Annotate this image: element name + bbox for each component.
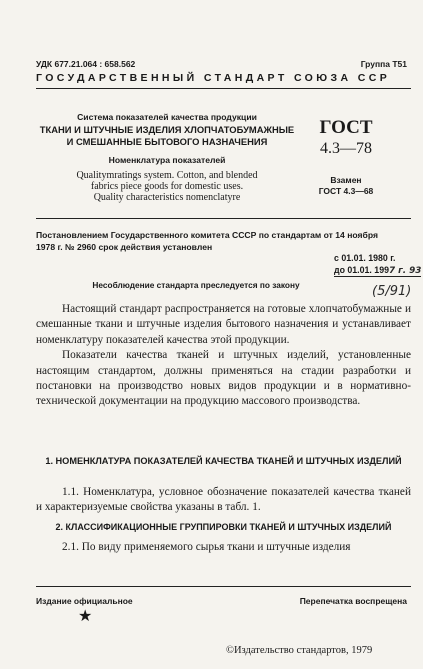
english-title-line-3: Quality characteristics nomenclatyre <box>93 192 241 204</box>
decree-line-1: Постановлением Государственного комитета СССР по стандартам от 14 ноября <box>36 230 378 240</box>
star-icon: ★ <box>78 608 93 625</box>
subtitle: Номенклатура показателей <box>108 155 226 165</box>
replaced-value: ГОСТ 4.3—68 <box>318 185 374 196</box>
reprint-notice: Перепечатка воспрещена <box>299 596 407 606</box>
section-1-text <box>36 485 411 516</box>
replaced-standard <box>312 175 380 196</box>
edition-label: Издание официальное <box>36 596 133 606</box>
gost-label: ГОСТ <box>319 117 373 138</box>
intro-paragraph-2: Показатели качества тканей и штучных изделий, установленные настоящим стандартом, должны применяться на стадии разработки и постановки на производство новых видов продукции и в нормативно-технической документации на продукцию массового производства. <box>36 349 411 408</box>
replaced-label: Взамен <box>330 175 362 185</box>
section-2-paragraph: 2.1. По виду применяемого сырья ткани и штучные изделия <box>62 541 351 553</box>
validity-to-handwritten: 7 г. 93 <box>388 266 422 276</box>
header-rule <box>36 88 411 89</box>
intro-paragraph-1: Настоящий стандарт распространяется на готовые хлопчатобумажные и смешанные ткани и штучные изделия бытового назначения и устанавливает номенклатуру показателей качества этой продукции. <box>36 303 411 346</box>
copyright: ©Издательство стандартов, 1979 <box>226 645 373 656</box>
english-title-line-2: fabrics piece goods for domestic uses. <box>90 181 244 193</box>
decree-line-2: 1978 г. № 2960 срок действия установлен <box>36 241 213 252</box>
udk-code: УДК 677.21.064 : 658.562 <box>36 59 136 69</box>
system-label: Система показателей качества продукции <box>77 112 257 122</box>
english-title-line-1: Qualitymratings system. Cotton, and blended <box>76 170 258 181</box>
validity-from: с 01.01. 1980 г. <box>334 253 396 263</box>
standard-header: ГОСУДАРСТВЕННЫЙ СТАНДАРТ СОЮЗА ССР <box>36 72 391 84</box>
margin-handwritten-note: (5/91) <box>372 284 412 299</box>
document-title <box>36 124 298 148</box>
validity-to <box>334 265 421 277</box>
section-2-title: 2. КЛАССИФИКАЦИОННЫЕ ГРУППИРОВКИ ТКАНЕЙ И ШТУЧНЫХ ИЗДЕЛИЙ <box>55 522 392 532</box>
intro-text <box>36 302 411 410</box>
english-title <box>36 170 298 204</box>
decree-rule <box>36 218 411 219</box>
title-line-1: ТКАНИ И ШТУЧНЫЕ ИЗДЕЛИЯ ХЛОПЧАТОБУМАЖНЫЕ <box>39 124 295 135</box>
section-1-title: 1. НОМЕНКЛАТУРА ПОКАЗАТЕЛЕЙ КАЧЕСТВА ТКАНЕЙ И ШТУЧНЫХ ИЗДЕЛИЙ <box>45 456 402 466</box>
validity-to-printed: до 01.01. 199 <box>334 265 389 275</box>
legal-notice: Несоблюдение стандарта преследуется по закону <box>92 280 300 290</box>
group-code: Группа Т51 <box>360 59 407 69</box>
title-line-2: И СМЕШАННЫЕ БЫТОВОГО НАЗНАЧЕНИЯ <box>66 136 268 147</box>
section-2-text <box>36 540 411 555</box>
footer-rule <box>36 586 411 587</box>
decree-text <box>36 230 411 253</box>
gost-number: 4.3—78 <box>320 140 372 157</box>
section-1-paragraph: 1.1. Номенклатура, условное обозначение показателей качества тканей и характеризуемые свойства указаны в табл. 1. <box>36 486 411 514</box>
